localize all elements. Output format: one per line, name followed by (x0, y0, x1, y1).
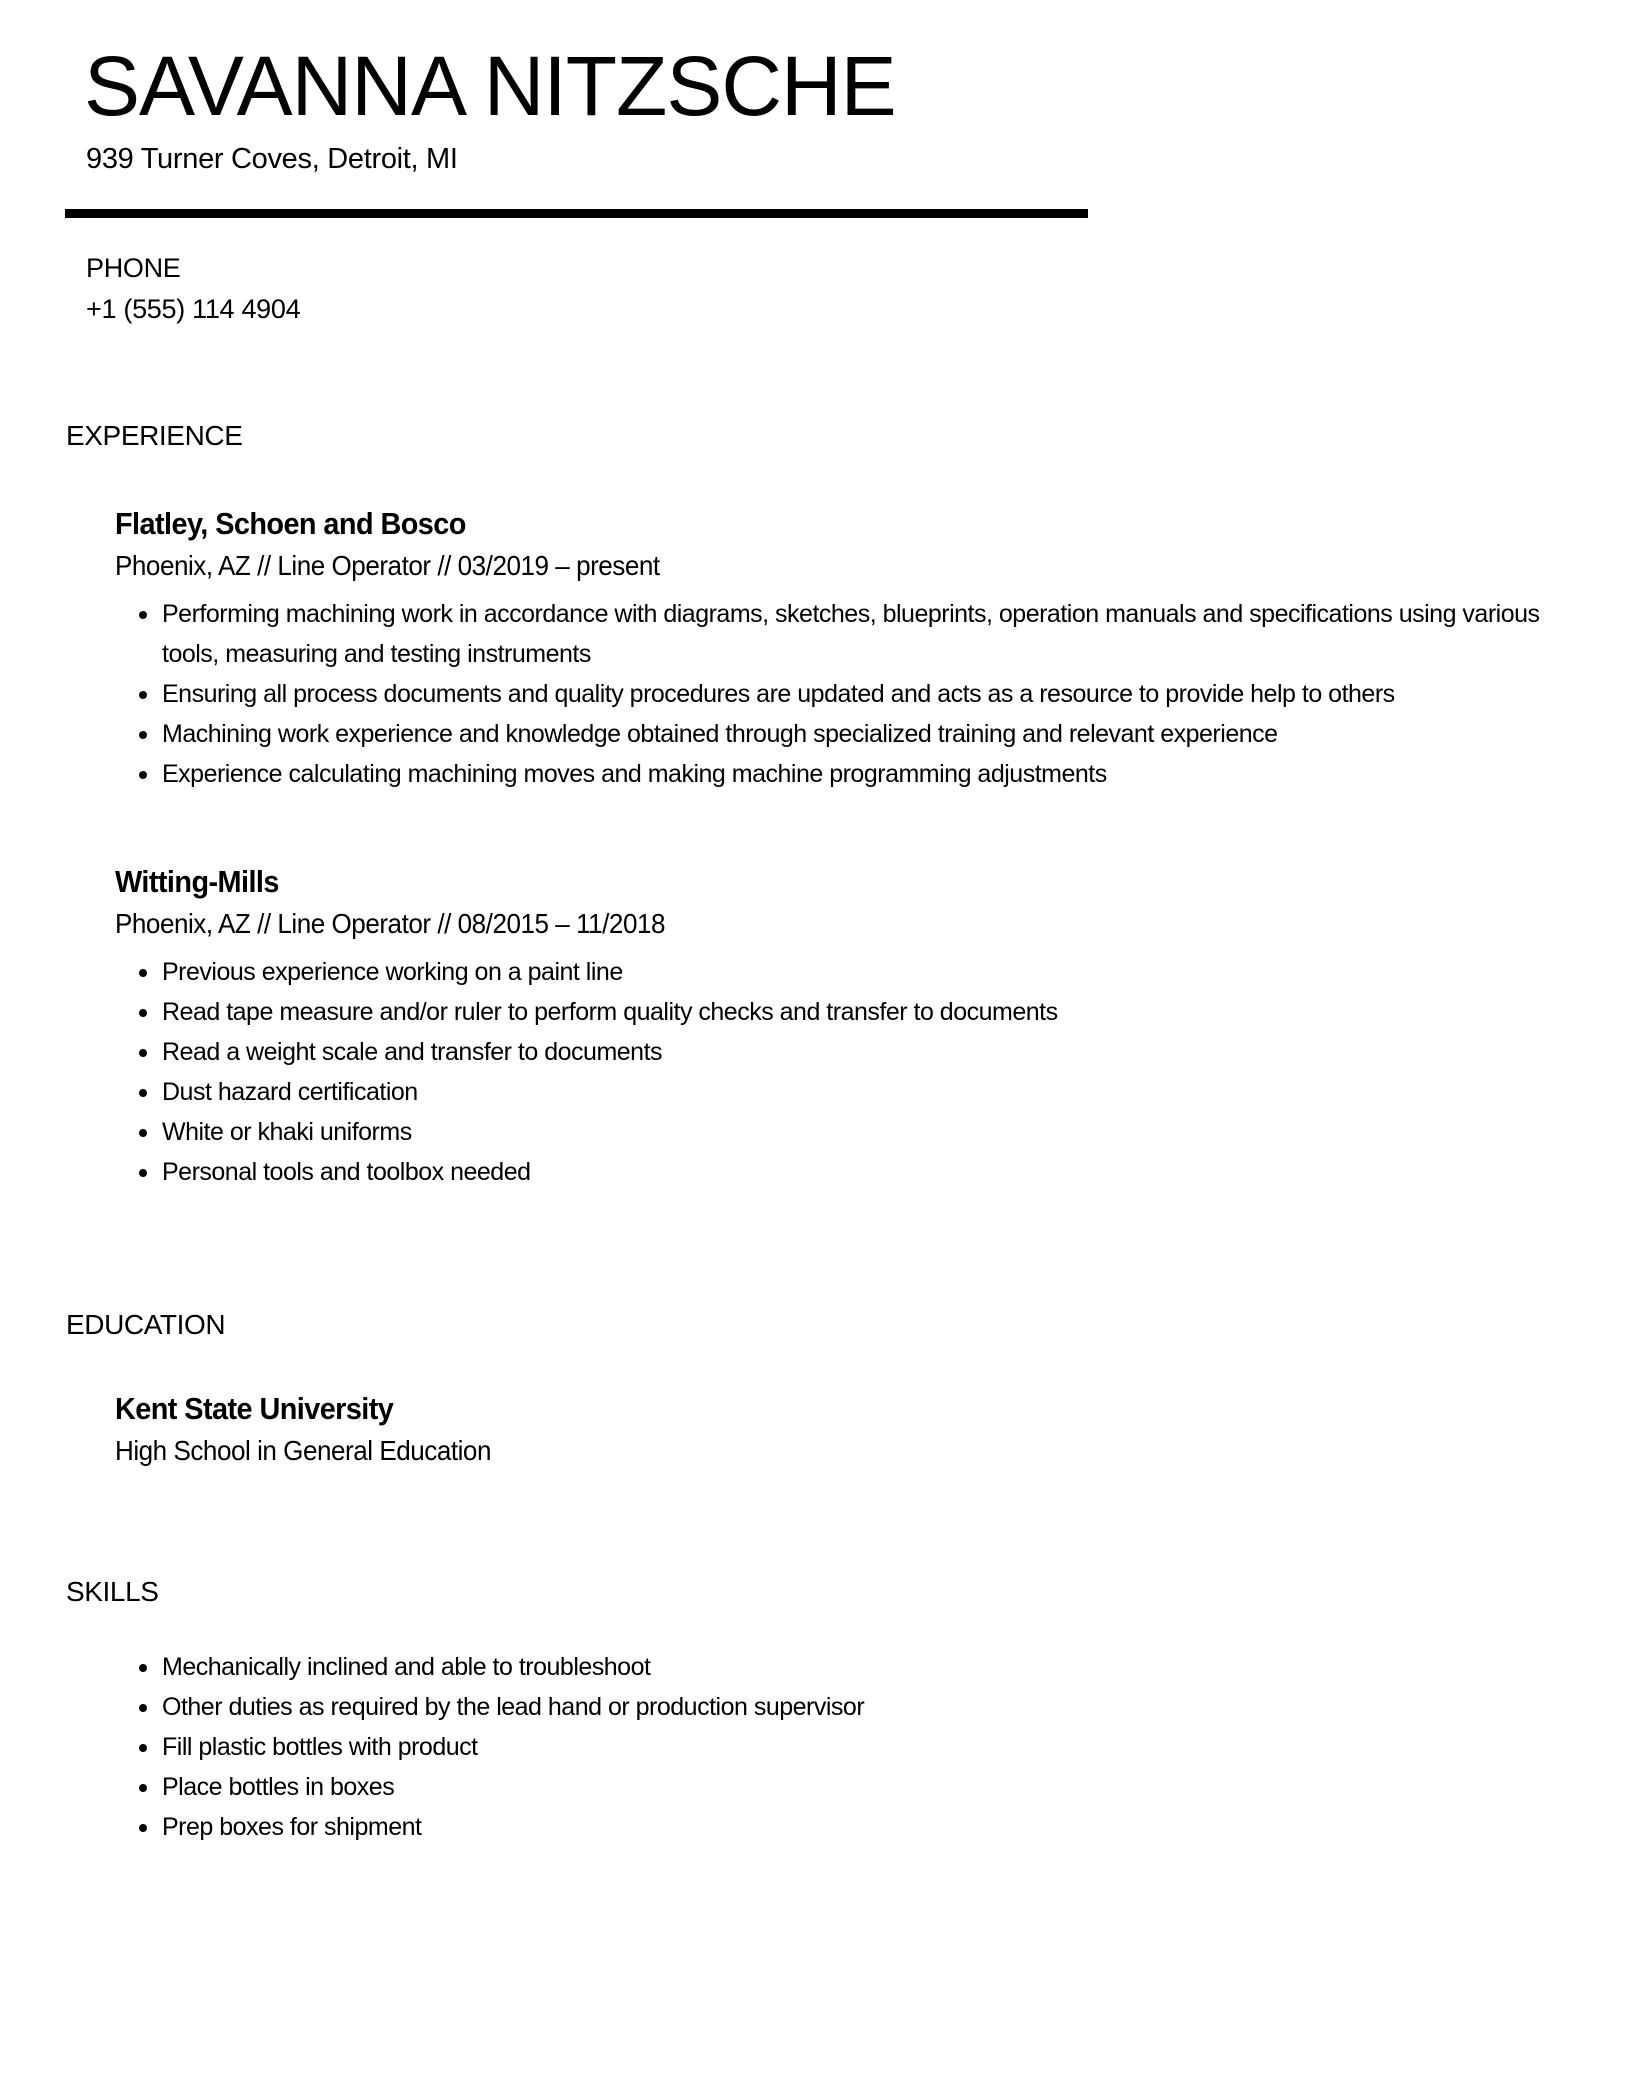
job-bullets (115, 952, 1560, 1192)
bullet-icon (139, 969, 147, 977)
list-item: Fill plastic bottles with product (115, 1727, 1560, 1767)
bullet-icon (139, 1824, 147, 1832)
job-entry-1 (115, 504, 1575, 794)
job-details: Phoenix, AZ // Line Operator // 03/2019 – present (115, 550, 660, 581)
bullet-icon (139, 1009, 147, 1017)
list-item: Dust hazard certification (115, 1072, 1560, 1112)
job-entry-2 (115, 862, 1575, 1192)
list-item: Read a weight scale and transfer to documents (115, 1032, 1560, 1072)
bullet-icon (139, 611, 147, 619)
bullet-icon (139, 731, 147, 739)
bullet-icon (139, 1089, 147, 1097)
phone-number: +1 (555) 114 4904 (86, 294, 301, 324)
bullet-icon (139, 691, 147, 699)
degree: High School in General Education (115, 1435, 491, 1466)
list-item: Place bottles in boxes (115, 1767, 1560, 1807)
bullet-icon (139, 771, 147, 779)
bullet-icon (139, 1664, 147, 1672)
skills-entry (115, 1647, 1575, 1847)
list-item: Machining work experience and knowledge obtained through specialized training and relevant experience (115, 714, 1560, 754)
list-item: Other duties as required by the lead hand or production supervisor (115, 1687, 1560, 1727)
job-bullets (115, 594, 1560, 794)
skills-heading: SKILLS (66, 1576, 159, 1607)
candidate-address: 939 Turner Coves, Detroit, MI (86, 143, 458, 175)
list-item: Ensuring all process documents and quality procedures are updated and acts as a resource to provide help to others (115, 674, 1560, 714)
bullet-icon (139, 1704, 147, 1712)
list-item: Personal tools and toolbox needed (115, 1152, 1560, 1192)
bullet-icon (139, 1049, 147, 1057)
job-company: Witting-Mills (115, 864, 279, 899)
list-item: Prep boxes for shipment (115, 1807, 1560, 1847)
phone-label: PHONE (86, 253, 181, 283)
list-item: White or khaki uniforms (115, 1112, 1560, 1152)
job-company: Flatley, Schoen and Bosco (115, 506, 466, 541)
list-item: Previous experience working on a paint line (115, 952, 1560, 992)
bullet-icon (139, 1129, 147, 1137)
bullet-icon (139, 1744, 147, 1752)
header-divider (65, 209, 1088, 218)
bullet-icon (139, 1169, 147, 1177)
education-entry (115, 1389, 1575, 1473)
list-item: Experience calculating machining moves and making machine programming adjustments (115, 754, 1560, 794)
skills-list (115, 1647, 1560, 1847)
education-heading: EDUCATION (66, 1309, 226, 1340)
list-item: Read tape measure and/or ruler to perform quality checks and transfer to documents (115, 992, 1560, 1032)
list-item: Mechanically inclined and able to troubleshoot (115, 1647, 1560, 1687)
bullet-icon (139, 1784, 147, 1792)
candidate-name: SAVANNA NITZSCHE (84, 39, 896, 133)
list-item: Performing machining work in accordance with diagrams, sketches, blueprints, operation manuals and specifications using various tools, measuring and testing instruments (115, 594, 1560, 674)
job-details: Phoenix, AZ // Line Operator // 08/2015 – 11/2018 (115, 908, 666, 939)
experience-heading: EXPERIENCE (66, 420, 243, 451)
school-name: Kent State University (115, 1391, 394, 1426)
